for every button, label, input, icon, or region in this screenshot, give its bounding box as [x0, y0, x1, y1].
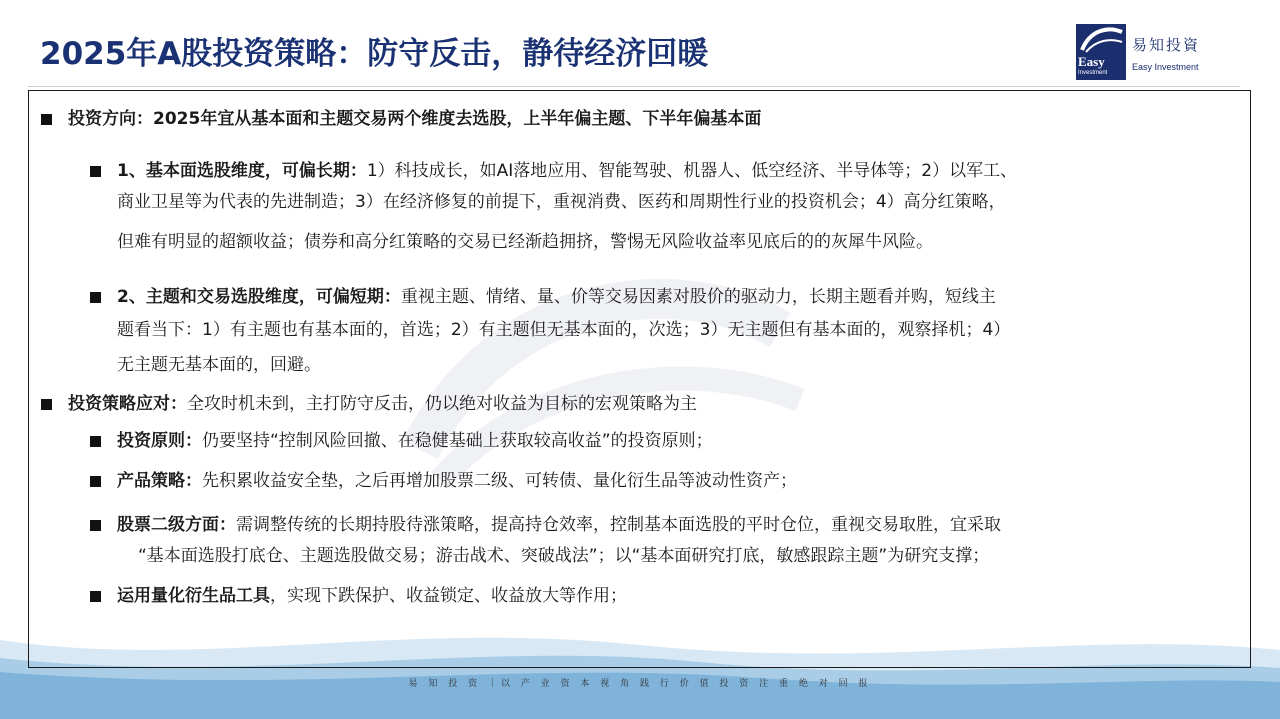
bullet-text: 先积累收益安全垫，之后再增加股票二级、可转债、量化衍生品等波动性资产；: [202, 471, 797, 491]
bullet-text: 2025年宜从基本面和主题交易两个维度去选股，上半年偏主题、下半年偏基本面: [153, 109, 762, 129]
company-logo: [1076, 24, 1226, 82]
bullet-text: 1）科技成长，如AI落地应用、智能驾驶、机器人、低空经济、半导体等；2）以军工、: [366, 161, 1018, 181]
bullet-text: 重视主题、情绪、量、价等交易因素对股价的驱动力，长期主题看并购，短线主: [400, 287, 996, 307]
logo-swoosh-icon: [1076, 24, 1126, 54]
bullet-theme-selection: [117, 286, 996, 308]
logo-mark-subtext: Investment: [1078, 70, 1108, 76]
logo-mark: [1076, 24, 1126, 80]
header-divider: [28, 86, 1240, 87]
bullet-investment-principle: [117, 430, 713, 452]
footer-slogan: 易 知 投 资 ｜以 产 业 资 本 视 角 践 行 价 值 投 资 注 重 绝 对 回 报: [408, 679, 872, 689]
bullet-label: 投资策略应对：: [68, 394, 187, 414]
logo-mark-text: Easy: [1078, 54, 1105, 69]
bullet-square-icon: [41, 114, 52, 125]
bullet-text: 需调整传统的长期持股待涨策略，提高持仓效率，控制基本面选股的平时仓位，重视交易取胜，宜采取: [236, 515, 1001, 535]
bullet-square-icon: [90, 166, 101, 177]
bullet-continuation: “基本面选股打底仓、主题选股做交易；游击战术、突破战法”；以“基本面研究打底，敏感跟踪主题”为研究支撑；: [138, 546, 990, 566]
bullet-product-strategy: [117, 470, 797, 492]
bullet-continuation: 无主题无基本面的，回避。: [117, 355, 321, 375]
bullet-label: 股票二级方面：: [117, 515, 236, 535]
bullet-text: 仍要坚持“控制风险回撤、在稳健基础上获取较高收益”的投资原则；: [202, 431, 713, 451]
bullet-fundamental-selection: [117, 160, 1017, 182]
bullet-square-icon: [90, 591, 101, 602]
bullet-label: 运用量化衍生品工具: [117, 586, 270, 606]
bullet-continuation: 但难有明显的超额收益；债券和高分红策略的交易已经渐趋拥挤，警惕无风险收益率见底后的的灰犀牛风险。: [117, 232, 933, 252]
bullet-text: 全攻时机未到，主打防守反击，仍以绝对收益为目标的宏观策略为主: [187, 394, 697, 414]
bullet-stock-secondary: [117, 514, 1001, 536]
bullet-text: ，实现下跌保护、收益锁定、收益放大等作用；: [270, 586, 627, 606]
bullet-square-icon: [90, 476, 101, 487]
logo-name-cn: 易知投資: [1132, 36, 1201, 54]
bullet-square-icon: [90, 436, 101, 447]
bullet-label: 1、基本面选股维度，可偏长期：: [117, 161, 367, 181]
logo-name-en: Easy Investment: [1132, 62, 1199, 72]
bullet-strategy-response: [68, 393, 697, 415]
bullet-square-icon: [90, 520, 101, 531]
bullet-label: 产品策略：: [117, 471, 202, 491]
page-title: 2025年A股投资策略：防守反击，静待经济回暖: [40, 36, 709, 72]
bullet-label: 2、主题和交易选股维度，可偏短期：: [117, 287, 401, 307]
bullet-label: 投资方向：: [68, 109, 153, 129]
bullet-square-icon: [41, 399, 52, 410]
bullet-square-icon: [90, 292, 101, 303]
bullet-quant-derivatives: [117, 585, 627, 607]
bullet-continuation: 题看当下：1）有主题也有基本面的，首选；2）有主题但无基本面的，次选；3）无主题但有基本面的，观察择机；4）: [117, 320, 1011, 340]
bullet-investment-direction: [68, 108, 761, 130]
bullet-continuation: 商业卫星等为代表的先进制造；3）在经济修复的前提下，重视消费、医药和周期性行业的投资机会；4）高分红策略，: [117, 192, 1006, 212]
bullet-label: 投资原则：: [117, 431, 202, 451]
